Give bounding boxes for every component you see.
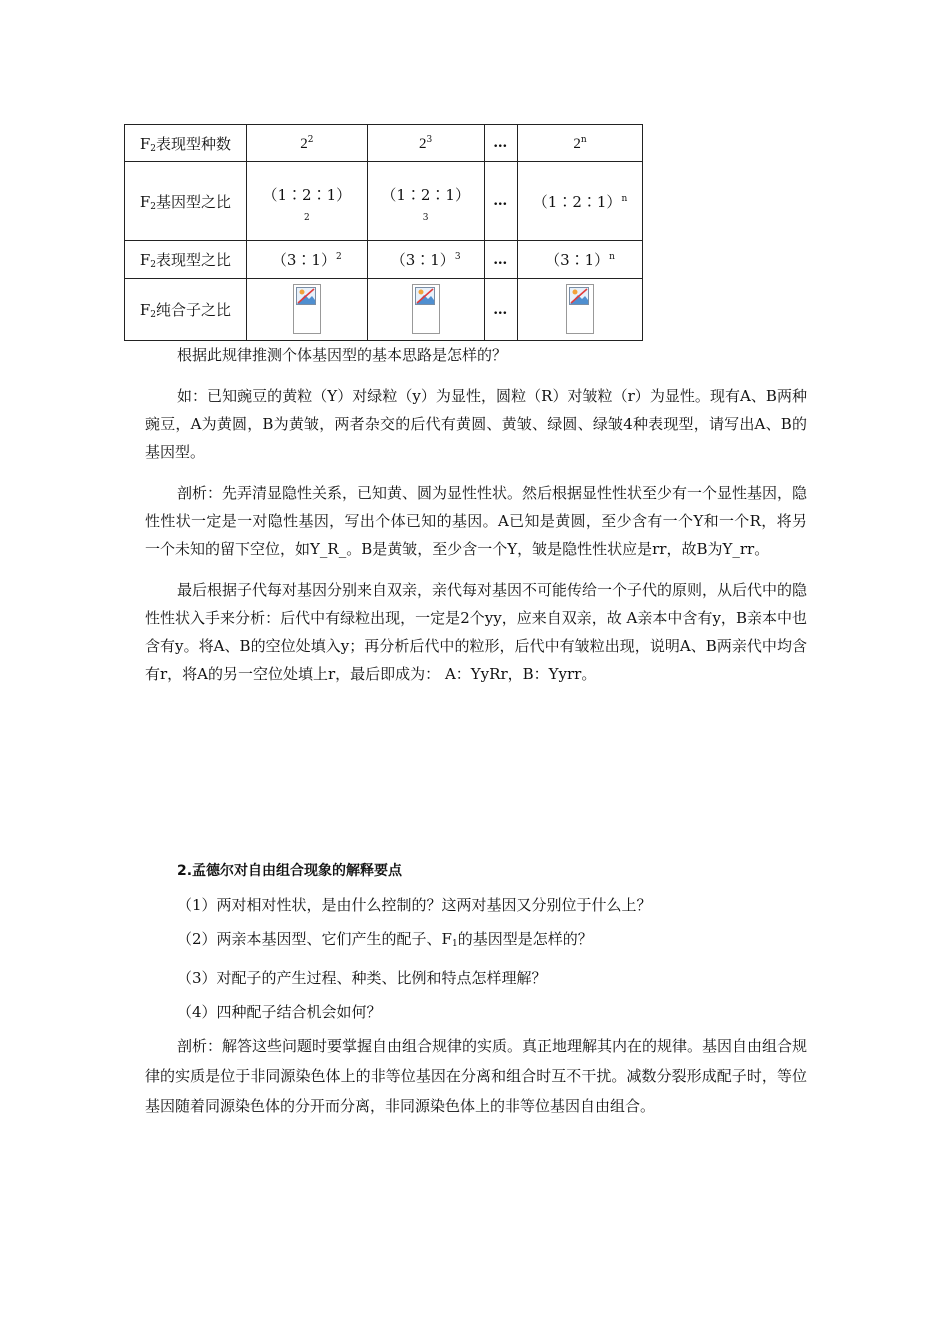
table-row <box>125 125 643 162</box>
table-row <box>125 162 643 241</box>
question: （3）对配子的产生过程、种类、比例和特点怎样理解？ <box>177 969 547 987</box>
table-cell: （1∶2∶1） 2 <box>246 162 367 241</box>
paragraph: 剖析：先弄清显隐性关系，已知黄、圆为显性性状。然后根据显性性状至少有一个显性基因，隐性性状一定是一对隐性基因，写出个体已知的基因。A已知是黄圆，至少含有一个Y和一个R，将另一个未知的留下空位，如Y_R_。B是黄皱，至少含一个Y，皱是隐性性状应是rr，故B为Y_rr。 <box>145 484 808 558</box>
table-cell: $2^3$ <box>367 125 484 162</box>
paragraph: 最后根据子代每对基因分别来自双亲，亲代每对基因不可能传给一个子代的原则，从后代中的隐性性状入手来分析：后代中有绿粒出现，一定是2个yy，应来自双亲，故 A亲本中含有y，B亲本中也含有y。将A、B的空位处填入y；再分析后代中的粒形，后代中有皱粒出现，说明A、B两亲代中均含有r，将A的另一空位处填上r，最后即成为： A：YyRr，B：Yyrr。 <box>145 581 808 683</box>
paragraph: 如：已知豌豆的黄粒（Y）对绿粒（y）为显性，圆粒（R）对皱粒（r）为显性。现有A、B两种豌豆，A为黄圆，B为黄皱，两者杂交的后代有黄圆、黄皱、绿圆、绿皱4种表现型，请写出A、B的基因型。 <box>145 387 807 461</box>
table-cell: $2^2$ <box>246 125 367 162</box>
ellipsis-cell: … <box>484 241 518 279</box>
table-row <box>125 279 643 341</box>
f2-ratio-table <box>124 124 643 341</box>
table-cell: 2$^n$ <box>518 125 643 162</box>
question: （4）四种配子结合机会如何？ <box>177 1003 382 1021</box>
section-title: 2.孟德尔对自由组合现象的解释要点 <box>177 863 403 879</box>
broken-image-icon <box>412 284 440 334</box>
table-cell: （1∶2∶1）$^n$ <box>518 162 643 241</box>
paragraph: 剖析：解答这些问题时要掌握自由组合规律的实质。真正地理解其内在的规律。基因自由组合规律的实质是位于非同源染色体上的非等位基因在分离和组合时互不干扰。减数分裂形成配子时，等位基因随着同源染色体的分开而分离，非同源染色体上的非等位基因自由组合。 <box>145 1037 808 1115</box>
ellipsis-cell: … <box>484 279 518 341</box>
ellipsis-cell: … <box>484 162 518 241</box>
body-text <box>145 341 807 688</box>
row-label: $F_2$纯合子之比 <box>125 279 247 341</box>
row-label: $F_2$表现型种数 <box>125 125 247 162</box>
table-cell: （3∶1）$^3$ <box>367 241 484 279</box>
ellipsis-cell: … <box>484 125 518 162</box>
table-cell: （3∶1）$^n$ <box>518 241 643 279</box>
broken-image-icon <box>293 284 321 334</box>
question: （2）两亲本基因型、它们产生的配子、$F_1$的基因型是怎样的？ <box>177 930 593 949</box>
paragraph: 根据此规律推测个体基因型的基本思路是怎样的？ <box>177 346 508 364</box>
row-label: $F_2$表现型之比 <box>125 241 247 279</box>
table-row <box>125 241 643 279</box>
table-cell <box>246 279 367 341</box>
question: （1）两对相对性状，是由什么控制的？这两对基因又分别位于什么上？ <box>177 896 652 914</box>
broken-image-icon <box>566 284 594 334</box>
table-cell: （1∶2∶1） 3 <box>367 162 484 241</box>
table-cell <box>518 279 643 341</box>
table-cell <box>367 279 484 341</box>
section-2 <box>145 856 807 1121</box>
row-label: $F_2$基因型之比 <box>125 162 247 241</box>
table-cell: （3∶1）$^2$ <box>246 241 367 279</box>
